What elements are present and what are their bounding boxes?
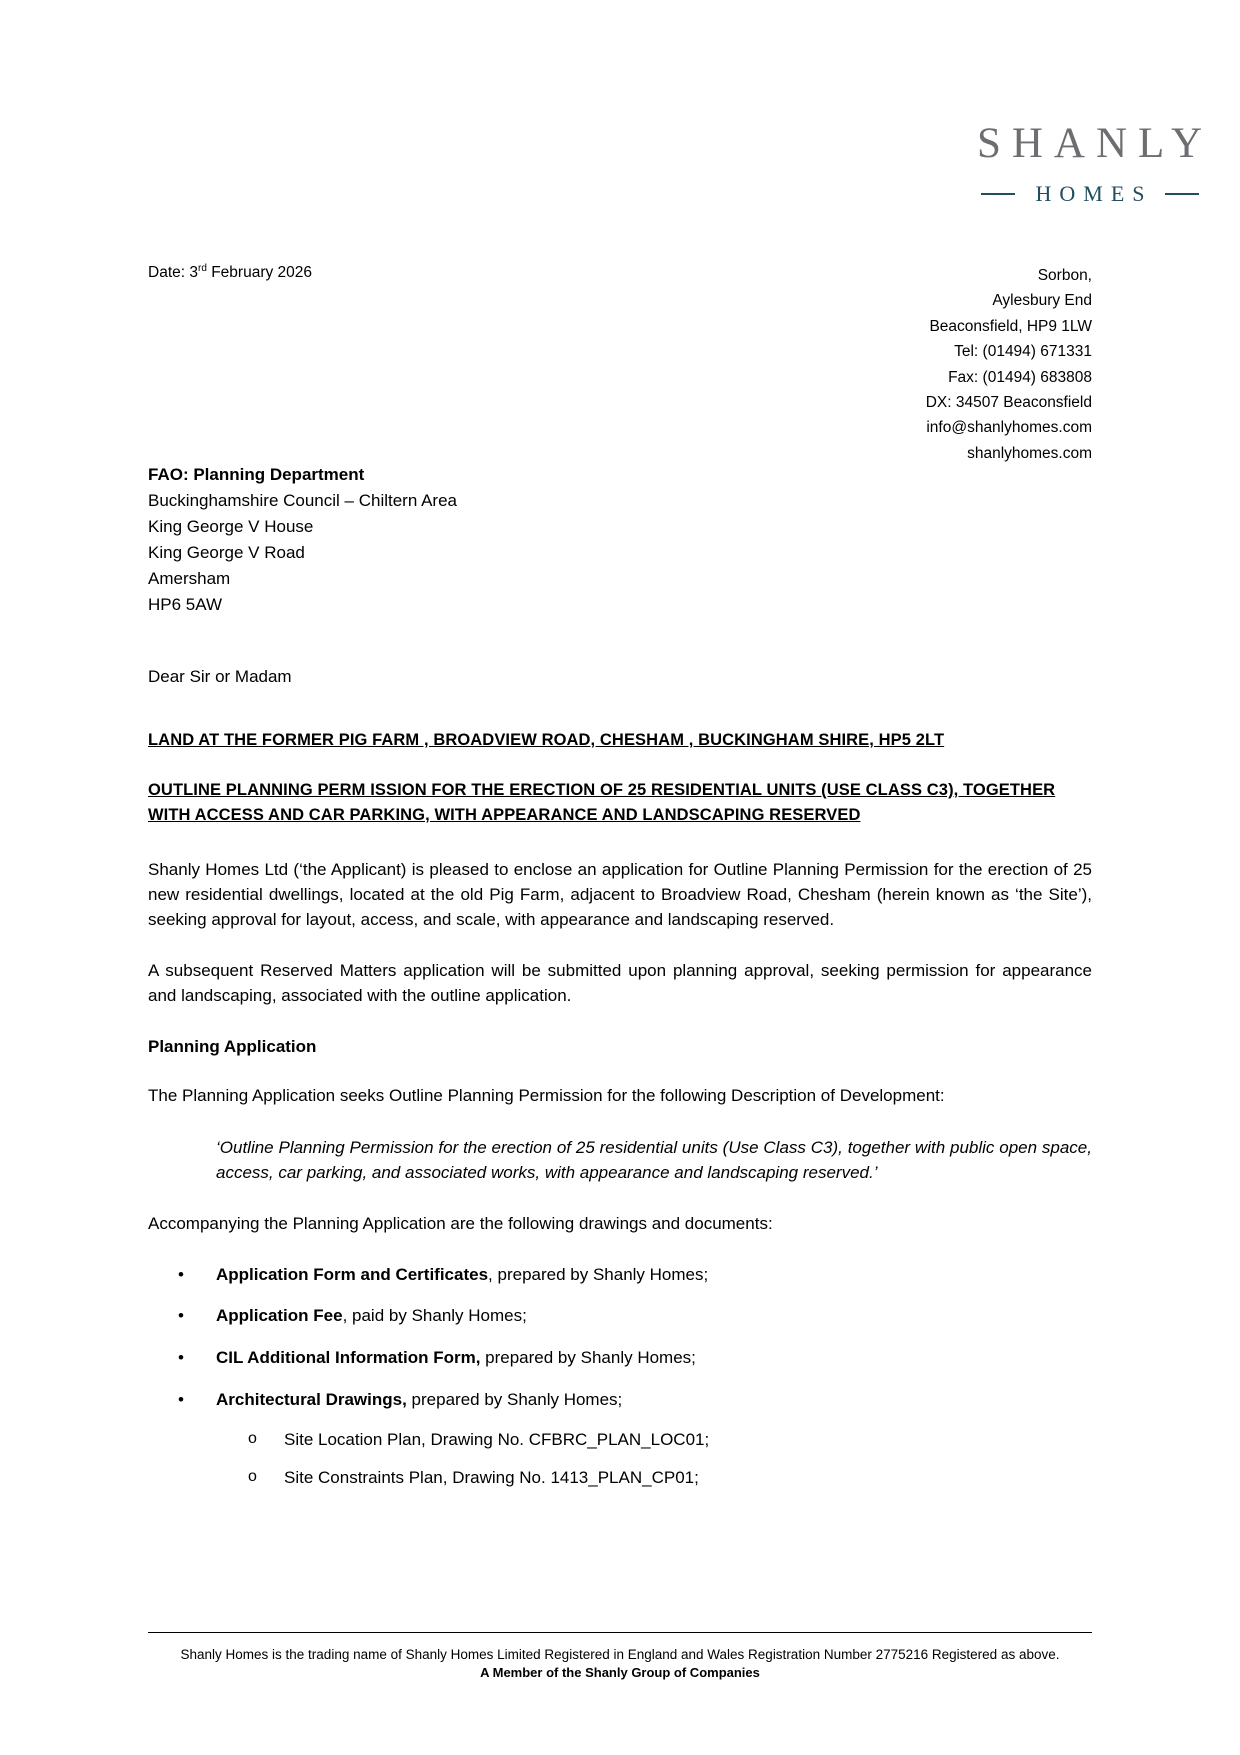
paragraph-description-intro: The Planning Application seeks Outline Planning Permission for the following Description of Development: (148, 1085, 945, 1105)
paragraph-reserved-matters: A subsequent Reserved Matters application will be submitted upon planning approval, seeking permission for appearance and landscaping, associated with the outline application. (148, 960, 1092, 1005)
enclosures-list (148, 1263, 1092, 1490)
shanly-homes-logo (940, 120, 1240, 207)
logo-wordmark: SHANLY (976, 120, 1214, 167)
section-heading-planning-application: Planning Application (148, 1036, 317, 1056)
enclosure-detail: prepared by Shanly Homes; (406, 1390, 623, 1409)
logo-right-rule (1165, 193, 1199, 195)
page-footer (148, 1632, 1092, 1683)
list-item (148, 1388, 1092, 1489)
drawing-entry: Site Location Plan, Drawing No. CFBRC_PLAN_LOC01; (284, 1429, 710, 1449)
recipient-line: King George V Road (148, 543, 305, 562)
date-value: 3 (189, 264, 198, 282)
bullet-icon: • (178, 1306, 184, 1326)
paragraph-intro: Shanly Homes Ltd (‘the Applicant) is pleased to enclose an application for Outline Planning Permission for the erection of 25 new residential dwellings, located at the old Pig Farm, adjacent to Broadview Road, Chesham (herein known as ‘the Site’), seeking approval for layout, access, and scale, with appearance and landscaping reserved. (148, 859, 1092, 929)
recipient-fao: FAO: Planning Department (148, 465, 365, 484)
sender-email: info@shanlyhomes.com (926, 419, 1092, 437)
sender-address (926, 263, 1092, 466)
date-colon: : (180, 264, 190, 282)
footer-registration-text: Shanly Homes is the trading name of Shanly Homes Limited Registered in England and Wales Registration Number 2775216 Registered as above. (180, 1646, 1060, 1662)
enclosure-detail: , paid by Shanly Homes; (342, 1306, 527, 1326)
sub-bullet-icon: o (248, 1429, 257, 1447)
enclosure-title: Application Fee (216, 1306, 343, 1326)
bullet-icon: • (178, 1348, 184, 1368)
salutation: Dear Sir or Madam (148, 667, 292, 686)
development-description-quote: ‘Outline Planning Permission for the erection of 25 residential units (Use Class C3), together with public open space, access, car parking, and associated works, with appearance and landscaping reserved.’ (216, 1137, 1092, 1183)
enclosure-title: CIL Additional Information Form, (216, 1348, 481, 1368)
footer-group-text: A Member of the Shanly Group of Companies (480, 1665, 760, 1681)
enclosure-detail: , prepared by Shanly Homes; (488, 1264, 709, 1284)
sender-line: Sorbon, (1037, 267, 1092, 284)
sub-bullet-icon: o (248, 1467, 257, 1485)
sender-website: shanlyhomes.com (967, 444, 1092, 462)
enclosure-title: Application Form and Certificates (216, 1264, 489, 1284)
sender-line: Tel: (01494) 671331 (954, 343, 1092, 361)
recipient-line: Amersham (148, 569, 231, 588)
date-ordinal: rd (198, 263, 207, 274)
recipient-line: King George V House (148, 517, 314, 536)
paragraph-enclosures-intro: Accompanying the Planning Application are the following drawings and documents: (148, 1213, 773, 1233)
logo-subtitle: HOMES (1035, 181, 1153, 207)
sender-line: DX: 34507 Beaconsfield (925, 394, 1092, 412)
list-item (148, 1263, 1092, 1287)
date-rest: February 2026 (211, 264, 313, 282)
enclosure-detail: prepared by Shanly Homes; (480, 1348, 696, 1368)
enclosure-title: Architectural Drawings, (216, 1390, 407, 1409)
subject-line-proposal: OUTLINE PLANNING PERM ISSION FOR THE ERECTION OF 25 RESIDENTIAL UNITS (USE CLASS C3), TOGETHER WITH ACCESS AND CAR PARKING, WITH APPEARANCE AND LANDSCAPING RESERVED (148, 781, 1056, 824)
recipient-line: HP6 5AW (148, 595, 223, 614)
drawing-entry: Site Constraints Plan, Drawing No. 1413_PLAN_CP01; (284, 1467, 699, 1487)
bullet-icon: • (178, 1264, 184, 1284)
date-line (148, 263, 312, 282)
sender-line: Beaconsfield, HP9 1LW (929, 317, 1092, 335)
sender-line: Fax: (01494) 683808 (948, 368, 1092, 386)
list-item (148, 1346, 1092, 1370)
subject-line-property: LAND AT THE FORMER PIG FARM , BROADVIEW ROAD, CHESHAM , BUCKINGHAM SHIRE, HP5 2LT (148, 730, 945, 749)
architectural-drawings-sublist (216, 1428, 1092, 1490)
recipient-address (148, 462, 457, 618)
logo-left-rule (981, 193, 1015, 195)
list-item (216, 1466, 1092, 1490)
list-item (216, 1428, 1092, 1452)
date-label: Date (148, 264, 181, 282)
list-item (148, 1304, 1092, 1328)
logo-subtitle-row (940, 181, 1240, 207)
letter-body (148, 665, 1092, 1507)
bullet-icon: • (178, 1390, 184, 1409)
recipient-line: Buckinghamshire Council – Chiltern Area (148, 491, 457, 510)
sender-line: Aylesbury End (992, 292, 1092, 310)
